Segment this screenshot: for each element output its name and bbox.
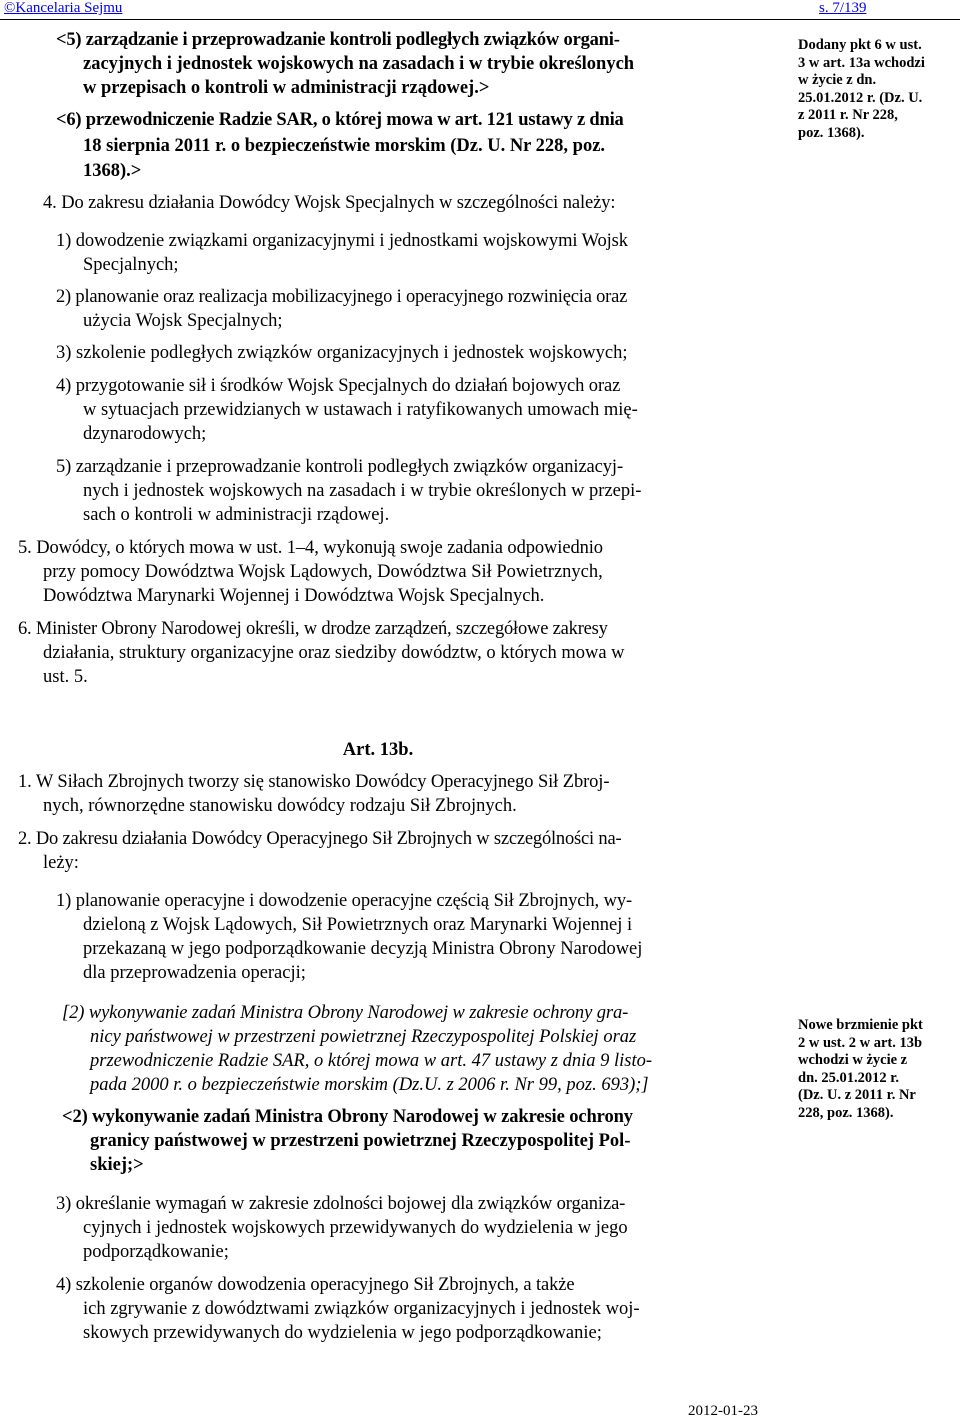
text-line: 6. Minister Obrony Narodowej określi, w drodze zarządzeń, szczegółowe zakresy [18, 619, 608, 639]
text-line: 1. W Siłach Zbrojnych tworzy się stanowisko Dowódcy Operacyjnego Sił Zbroj- [18, 772, 610, 792]
text-line: nych i jednostek wojskowych na zasadach i w trybie określonych w przepi- [83, 481, 642, 501]
text-line: 4) przygotowanie sił i środków Wojsk Specjalnych do działań bojowych oraz [56, 376, 621, 396]
header-source-text[interactable]: ©Kancelaria Sejmu [4, 0, 123, 16]
footer-date: 2012-01-23 [688, 1403, 758, 1419]
header-divider [0, 19, 960, 20]
text-line: Dowództwa Marynarki Wojennej i Dowództwa Wojsk Specjalnych. [43, 586, 545, 606]
text-line: 1) planowanie operacyjne i dowodzenie operacyjne częścią Sił Zbrojnych, wy- [56, 891, 633, 911]
header-page-text[interactable]: s. 7/139 [819, 0, 867, 16]
text-line: 2. Do zakresu działania Dowódcy Operacyjnego Sił Zbrojnych w szczególności na- [18, 829, 622, 849]
text-line: nych, równorzędne stanowisku dowódcy rodzaju Sił Zbrojnych. [43, 796, 517, 816]
text-line: przekazaną w jego podporządkowanie decyzją Ministra Obrony Narodowej [83, 939, 643, 959]
text-line: granicy państwowej w przestrzeni powietrznej Rzeczypospolitej Pol- [90, 1131, 631, 1151]
text-line: ich zgrywanie z dowództwami związków organizacyjnych i jednostek woj- [83, 1299, 640, 1319]
text-line: 3) szkolenie podległych związków organizacyjnych i jednostek wojskowych; [56, 343, 628, 363]
text-line: 5) zarządzanie i przeprowadzanie kontroli podległych związków organizacyj- [56, 457, 624, 477]
text-line: 18 sierpnia 2011 r. o bezpieczeństwie morskim (Dz. U. Nr 228, poz. [83, 136, 606, 156]
text-line: pada 2000 r. o bezpieczeństwie morskim (Dz.U. z 2006 r. Nr 99, poz. 693);] [90, 1075, 649, 1095]
text-line: podporządkowanie; [83, 1242, 229, 1262]
header-source-link[interactable] [4, 0, 122, 17]
text-line: leży: [43, 853, 79, 873]
text-line: sach o kontroli w administracji rządowej. [83, 505, 390, 525]
text-line: skiej;> [90, 1155, 144, 1175]
text-line: cyjnych i jednostek wojskowych przewidywanych do wydzielenia w jego [83, 1218, 628, 1238]
text-line: przy pomocy Dowództwa Wojsk Lądowych, Dowództwa Sił Powietrznych, [43, 562, 603, 582]
text-line: w przepisach o kontroli w administracji rządowej.> [83, 78, 490, 98]
article-heading: Art. 13b. [342, 740, 414, 760]
text-line: 4. Do zakresu działania Dowódcy Wojsk Specjalnych w szczególności należy: [43, 193, 616, 213]
text-line: użycia Wojsk Specjalnych; [83, 311, 283, 331]
text-line: 4) szkolenie organów dowodzenia operacyjnego Sił Zbrojnych, a także [56, 1275, 575, 1295]
margin-note-2: Nowe brzmienie pkt 2 w ust. 2 w art. 13b wchodzi w życie z dn. 25.01.2012 r. (Dz. U. z 2011 r. Nr 228, poz. 1368). [798, 1017, 923, 1121]
text-line: Specjalnych; [83, 255, 179, 275]
text-line: <5) zarządzanie i przeprowadzanie kontroli podległych związków organi- [56, 30, 620, 50]
text-line: w sytuacjach przewidzianych w ustawach i ratyfikowanych umowach mię- [83, 400, 638, 420]
text-line: przewodniczenie Radzie SAR, o której mowa w art. 47 ustawy z dnia 9 listo- [90, 1051, 652, 1071]
text-line: 1368).> [83, 161, 142, 181]
text-line: dzieloną z Wojsk Lądowych, Sił Powietrznych oraz Marynarki Wojennej i [83, 915, 633, 935]
text-line: 1) dowodzenie związkami organizacyjnymi i jednostkami wojskowymi Wojsk [56, 231, 628, 251]
text-line: zacyjnych i jednostek wojskowych na zasadach i w trybie określonych [83, 54, 635, 74]
text-line: <6) przewodniczenie Radzie SAR, o której mowa w art. 121 ustawy z dnia [56, 110, 624, 130]
text-line: działania, struktury organizacyjne oraz siedziby dowództw, o których mowa w [43, 643, 625, 663]
header-page-number[interactable] [819, 0, 867, 17]
text-line: skowych przewidywanych do wydzielenia w jego podporządkowanie; [83, 1323, 602, 1343]
margin-note-1: Dodany pkt 6 w ust. 3 w art. 13a wchodzi w życie z dn. 25.01.2012 r. (Dz. U. z 2011 r. Nr 228, poz. 1368). [798, 37, 925, 141]
text-line: 3) określanie wymagań w zakresie zdolności bojowej dla związków organiza- [56, 1194, 626, 1214]
text-line: 2) planowanie oraz realizacja mobilizacyjnego i operacyjnego rozwinięcia oraz [56, 287, 628, 307]
text-line: [2) wykonywanie zadań Ministra Obrony Narodowej w zakresie ochrony gra- [62, 1003, 629, 1023]
text-line: <2) wykonywanie zadań Ministra Obrony Narodowej w zakresie ochrony [62, 1107, 633, 1127]
text-line: nicy państwowej w przestrzeni powietrznej Rzeczypospolitej Polskiej oraz [90, 1027, 637, 1047]
text-line: dzynarodowych; [83, 424, 207, 444]
text-line: dla przeprowadzenia operacji; [83, 963, 306, 983]
text-line: ust. 5. [43, 667, 88, 687]
text-line: 5. Dowódcy, o których mowa w ust. 1–4, wykonują swoje zadania odpowiednio [18, 538, 603, 558]
